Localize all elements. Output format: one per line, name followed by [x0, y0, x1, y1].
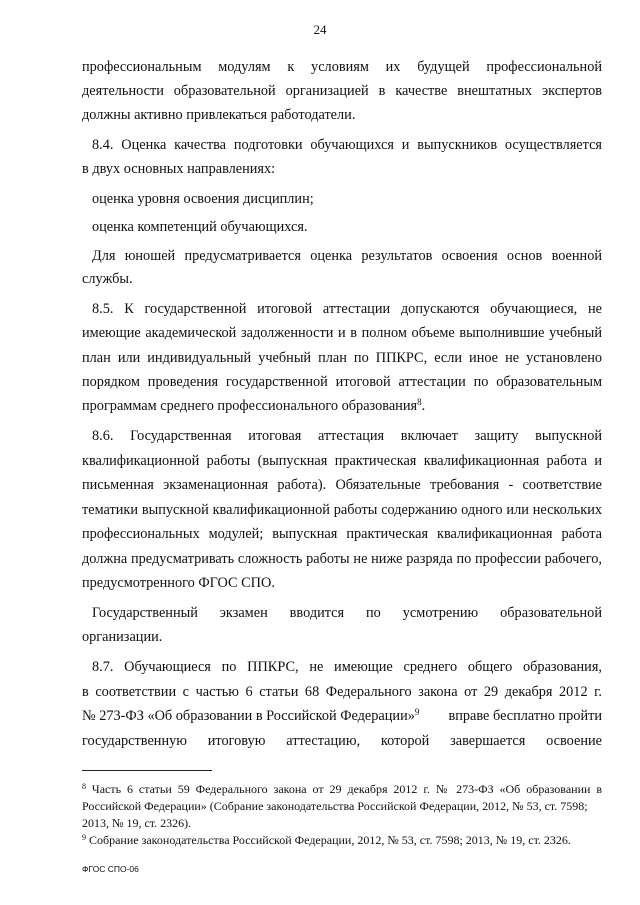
text-line: организации. — [82, 629, 163, 645]
text-line: предусмотренного ФГОС СПО. — [82, 575, 275, 591]
text-line: план или индивидуальный учебный план по ППКРС, если иное не установлено — [82, 350, 602, 366]
text-line: Государственный экзамен вводится по усмотрению образовательной — [92, 605, 602, 621]
text-line: порядком проведения государственной итоговой аттестации по образовательным — [82, 374, 602, 390]
text-line: оценка компетенций обучающихся. — [92, 219, 308, 235]
text-line: тематики выпускной квалификационной работы содержанию одного или нескольких — [82, 502, 602, 518]
footnote-9: $^9$ Собрание законодательства Российской Федерации, 2012, № 53, ст. 7598; 2013, № 19, ст. 2326. — [82, 833, 571, 847]
text-line: профессиональным модулям к условиям их будущей профессиональной — [82, 59, 602, 75]
text-line: государственную итоговую аттестацию, которой завершается освоение — [82, 733, 602, 749]
document-code: ФГОС СПО-06 — [82, 864, 139, 874]
footnote-8-cont: Российской Федерации» (Собрание законодательства Российской Федерации, 2012, № 53, ст. 7598; — [82, 799, 588, 813]
text-line: 8.4. Оценка качества подготовки обучающихся и выпускников осуществляется — [92, 137, 602, 153]
page-number: 24 — [313, 22, 327, 37]
text-line: Для юношей предусматривается оценка результатов освоения основ военной — [92, 248, 602, 264]
footnote-ref-8: 8 — [417, 397, 422, 407]
text-line: программам среднего профессионального образования$^8$. — [82, 397, 426, 414]
text-line: 8.5. К государственной итоговой аттестации допускаются обучающиеся, не — [92, 301, 602, 317]
text-line: оценка уровня освоения дисциплин; — [92, 191, 314, 207]
text-line: деятельности образовательной организацией в качестве внештатных экспертов — [82, 83, 602, 99]
text-line: в соответствии с частью 6 статьи 68 Федерального закона от 29 декабря 2012 г. — [82, 684, 602, 700]
text-line: должна предусматривать сложность работы не ниже разряда по профессии рабочего, — [82, 551, 602, 567]
text-line: 8.7. Обучающиеся по ППКРС, не имеющие среднего общего образования, — [92, 659, 602, 675]
text-line: письменная экзаменационная работа). Обязательные требования - соответствие — [82, 477, 602, 493]
footnote-8: $^8$ Часть 6 статьи 59 Федерального закона от 29 декабря 2012 г. № 273-ФЗ «Об образовании в — [82, 782, 602, 796]
text-line-segment: вправе бесплатно пройти — [448, 708, 602, 724]
text-line-content: программам среднего профессионального образования — [82, 398, 418, 414]
text-line-segment: № 273-ФЗ «Об образовании в Российской Федерации»$^9$ — [82, 707, 420, 724]
text-line: службы. — [82, 271, 133, 287]
footnote-ref-9: 9 — [414, 707, 420, 717]
text-line: профессиональных модулей; выпускная практическая квалификационная работа — [82, 526, 602, 542]
text-line: имеющие академической задолженности и в полном объеме выполнившие учебный — [82, 325, 602, 341]
footnote-8-cont: 2013, № 19, ст. 2326). — [82, 816, 192, 830]
text-line — [82, 709, 602, 723]
text-line: в двух основных направлениях: — [82, 161, 276, 177]
footnote-divider — [82, 770, 212, 771]
text-line: квалификационной работы (выпускная практическая квалификационная работа и — [82, 453, 602, 469]
text-line: 8.6. Государственная итоговая аттестация включает защиту выпускной — [92, 428, 602, 444]
text-line: должны активно привлекаться работодатели. — [82, 107, 356, 123]
